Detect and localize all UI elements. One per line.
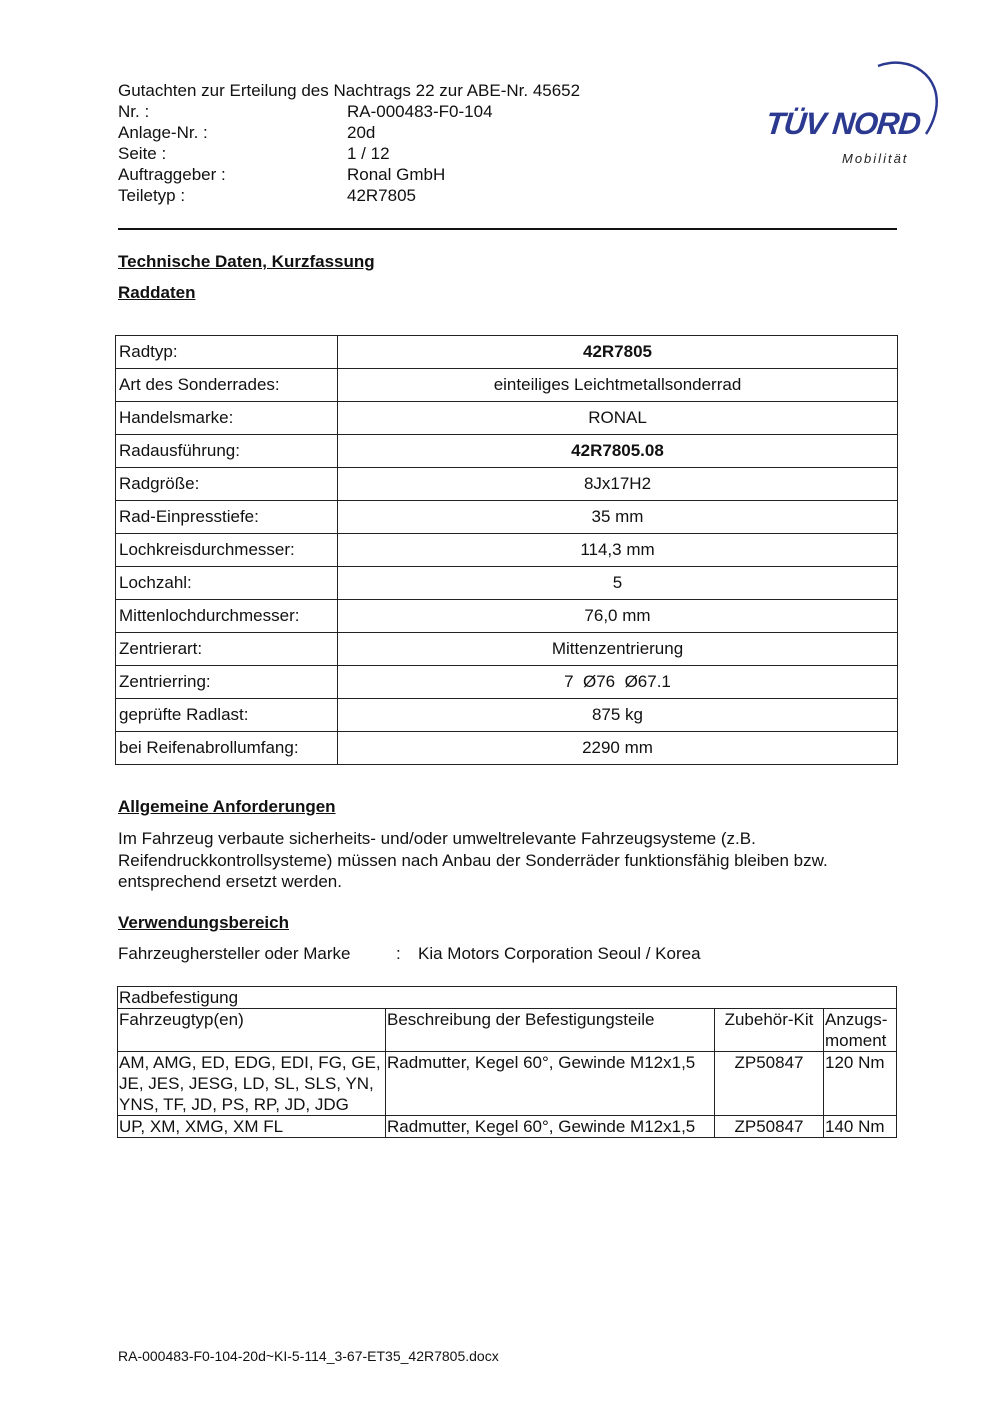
table-row — [116, 732, 898, 765]
table-row — [116, 402, 898, 435]
header-label: Anlage-Nr. : — [118, 123, 208, 142]
table-cell: UP, XM, XMG, XM FL — [118, 1116, 386, 1138]
table-row — [116, 633, 898, 666]
table-header-row — [118, 1009, 897, 1052]
table-cell-label: bei Reifenabrollumfang: — [116, 732, 338, 765]
table-cell-value: 35 mm — [338, 501, 898, 534]
table-cell-label: Radausführung: — [116, 435, 338, 468]
header-row-teiletyp — [118, 185, 580, 206]
table-cell: AM, AMG, ED, EDG, EDI, FG, GE, JE, JES, JESG, LD, SL, SLS, YN, YNS, TF, JD, PS, RP, JD, JDG — [118, 1052, 386, 1116]
table-cell-label: geprüfte Radlast: — [116, 699, 338, 732]
table-cell-label: Zentrierring: — [116, 666, 338, 699]
table-row — [118, 1116, 897, 1138]
logo-brand: TÜV NORD — [764, 106, 922, 141]
table-cell-value: 875 kg — [338, 699, 898, 732]
table-cell-value: 42R7805 — [338, 336, 898, 369]
column-header: Anzugs-moment — [824, 1009, 897, 1052]
header-value: 42R7805 — [347, 186, 417, 205]
header-divider — [118, 228, 897, 230]
table-row — [116, 369, 898, 402]
header-row-nr — [118, 101, 580, 122]
table-cell-label: Mittenlochdurchmesser: — [116, 600, 338, 633]
table-cell-label: Radtyp: — [116, 336, 338, 369]
column-header: Zubehör-Kit — [715, 1009, 824, 1052]
table-cell-label: Radgröße: — [116, 468, 338, 501]
maker-value: Kia Motors Corporation Seoul / Korea — [418, 944, 701, 963]
table-cell: 120 Nm — [824, 1052, 897, 1116]
table-row — [116, 435, 898, 468]
header-label: Seite : — [118, 144, 167, 163]
header-value: RA-000483-F0-104 — [347, 102, 493, 121]
table-cell-label: Lochzahl: — [116, 567, 338, 600]
maker-label: Fahrzeughersteller oder Marke — [118, 944, 351, 963]
table-cell: ZP50847 — [715, 1052, 824, 1116]
header-value: 20d — [347, 123, 376, 142]
table-cell-value: 2290 mm — [338, 732, 898, 765]
tuv-nord-logo — [760, 58, 945, 173]
maker-row — [118, 944, 701, 964]
table-row — [116, 699, 898, 732]
column-header: Fahrzeugtyp(en) — [118, 1009, 386, 1052]
table-cell-label: Zentrierart: — [116, 633, 338, 666]
document-header — [118, 80, 580, 206]
table-cell-value: 42R7805.08 — [338, 435, 898, 468]
table-cell-label: Rad-Einpresstiefe: — [116, 501, 338, 534]
header-label: Teiletyp : — [118, 186, 186, 205]
table-cell-value: Mittenzentrierung — [338, 633, 898, 666]
table-cell-value: RONAL — [338, 402, 898, 435]
table-cell: Radmutter, Kegel 60°, Gewinde M12x1,5 — [386, 1116, 715, 1138]
header-row-anlage — [118, 122, 580, 143]
table-cell-value: 114,3 mm — [338, 534, 898, 567]
table-row — [116, 600, 898, 633]
table-row — [116, 468, 898, 501]
table-cell-label: Handelsmarke: — [116, 402, 338, 435]
table-row — [116, 666, 898, 699]
footer-filename: RA-000483-F0-104-20d~KI-5-114_3-67-ET35_42R7805.docx — [118, 1348, 499, 1364]
table-cell-label: Lochkreisdurchmesser: — [116, 534, 338, 567]
table-caption-row — [118, 987, 897, 1009]
allgemein-paragraph: Im Fahrzeug verbaute sicherheits- und/oder umweltrelevante Fahrzeugsysteme (z.B. Reifendruckkontrollsysteme) müssen nach Anbau der Sonderräder funktionsfähig bleiben bzw. entsprechend ersetzt werden. — [118, 829, 828, 891]
wheel-data-table — [115, 335, 898, 765]
table-cell: 140 Nm — [824, 1116, 897, 1138]
table-row — [116, 336, 898, 369]
table-row — [118, 1052, 897, 1116]
table-row — [116, 534, 898, 567]
header-value: Ronal GmbH — [347, 165, 446, 184]
table-cell: ZP50847 — [715, 1116, 824, 1138]
table-row — [116, 567, 898, 600]
maker-separator: : — [396, 944, 401, 963]
fixing-table — [117, 986, 897, 1138]
table-cell: Radmutter, Kegel 60°, Gewinde M12x1,5 — [386, 1052, 715, 1116]
table-cell-value: einteiliges Leichtmetallsonderrad — [338, 369, 898, 402]
header-row-seite — [118, 143, 580, 164]
table-cell-label: Art des Sonderrades: — [116, 369, 338, 402]
logo-subtitle: Mobilität — [842, 151, 909, 166]
table-cell-value: 5 — [338, 567, 898, 600]
header-value: 1 / 12 — [347, 144, 390, 163]
section-heading-allgemein: Allgemeine Anforderungen — [118, 797, 336, 816]
table-cell-value: 8Jx17H2 — [338, 468, 898, 501]
table-cell-value: 7 Ø76 Ø67.1 — [338, 666, 898, 699]
section-heading-verwendung: Verwendungsbereich — [118, 913, 289, 932]
section-heading-tech: Technische Daten, Kurzfassung — [118, 252, 375, 271]
column-header: Beschreibung der Befestigungsteile — [386, 1009, 715, 1052]
table-cell-value: 76,0 mm — [338, 600, 898, 633]
table-caption: Radbefestigung — [118, 987, 897, 1009]
section-heading-raddaten: Raddaten — [118, 283, 196, 302]
header-row-auftraggeber — [118, 164, 580, 185]
table-row — [116, 501, 898, 534]
document-title: Gutachten zur Erteilung des Nachtrags 22 zur ABE-Nr. 45652 — [118, 81, 581, 100]
header-label: Nr. : — [118, 102, 150, 121]
header-label: Auftraggeber : — [118, 165, 226, 184]
